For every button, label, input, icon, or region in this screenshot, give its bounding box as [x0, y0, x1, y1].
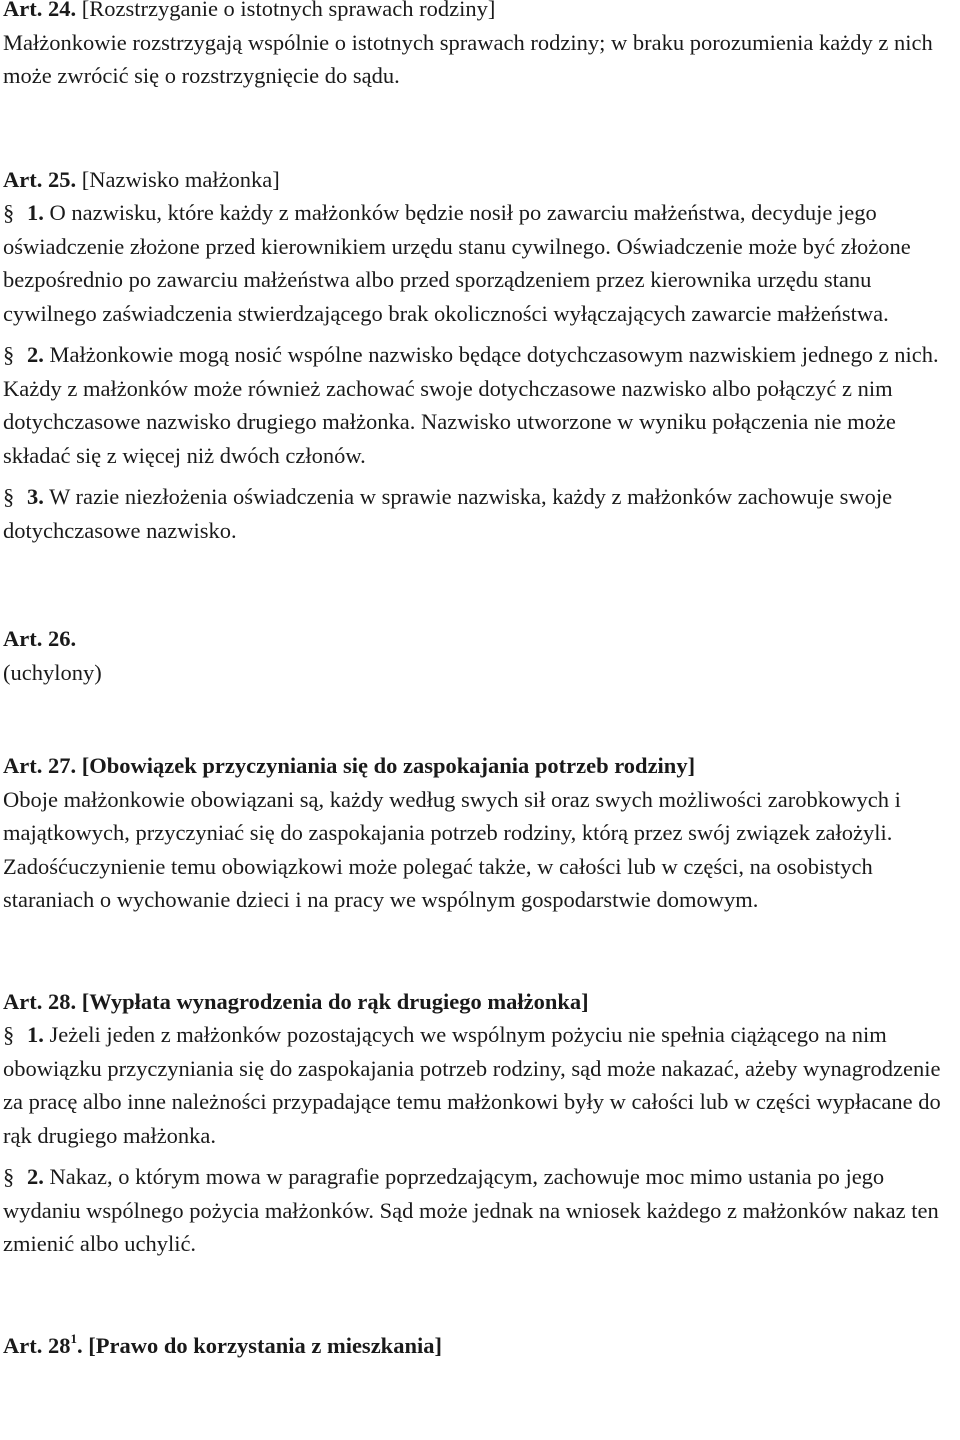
spacer [3, 1261, 953, 1329]
article-27-number: Art. 27. [3, 753, 77, 778]
document-page [3, 0, 953, 1362]
article-25-title: [Nazwisko małżonka] [81, 166, 280, 192]
article-28-heading [3, 985, 953, 1019]
article-27-heading [3, 749, 953, 783]
paragraph-text: Małżonkowie mogą nosić wspólne nazwisko będące dotychczasowym nazwiskiem jednego z nich. Każdy z małżonków może również zachować swoje dotychczasowe nazwisko albo połączyć z nim dotychczasowe nazwisko drugiego małżonka. Nazwisko utworzone w wyniku połączenia nie może składać się z więcej niż dwóch członów. [3, 342, 939, 468]
article-25-number: Art. 25. [3, 166, 77, 192]
section-symbol: § [3, 342, 15, 367]
article-24 [3, 0, 953, 93]
article-26 [3, 622, 953, 689]
article-28-1-number: Art. 28 [3, 1332, 71, 1358]
article-25-paragraph-2 [3, 338, 953, 472]
spacer [3, 472, 953, 480]
article-24-title: [Rozstrzyganie o istotnych sprawach rodziny] [81, 0, 496, 21]
article-28 [3, 985, 953, 1261]
article-28-paragraph-1 [3, 1018, 953, 1152]
spacer [3, 93, 953, 163]
paragraph-number: 2. [27, 342, 44, 367]
section-symbol: § [3, 200, 15, 225]
article-28-1-dot: . [76, 1332, 83, 1358]
article-28-1-title: [Prawo do korzystania z mieszkania] [88, 1332, 442, 1358]
paragraph-text: Nakaz, o którym mowa w paragrafie poprzedzającym, zachowuje moc mimo ustania po jego wydaniu wspólnego pożycia małżonków. Sąd może jednak na wniosek każdego z małżonków nakaz ten zmienić albo uchylić. [3, 1164, 939, 1256]
section-symbol: § [3, 1164, 15, 1189]
article-28-number: Art. 28. [3, 988, 77, 1014]
spacer [3, 689, 953, 749]
section-symbol: § [3, 1022, 15, 1047]
article-26-number: Art. 26. [3, 626, 77, 651]
article-27 [3, 749, 953, 917]
article-28-paragraph-2 [3, 1160, 953, 1261]
section-symbol: § [3, 484, 15, 509]
paragraph-number: 1. [27, 200, 44, 225]
paragraph-number: 3. [27, 484, 44, 509]
article-28-1 [3, 1329, 953, 1363]
article-25-paragraph-3 [3, 480, 953, 547]
article-25-paragraph-1 [3, 196, 953, 330]
article-26-heading [3, 622, 953, 656]
spacer [3, 1152, 953, 1160]
paragraph-text: W razie niezłożenia oświadczenia w sprawie nazwiska, każdy z małżonków zachowuje swoje dotychczasowe nazwisko. [3, 484, 893, 543]
article-24-number: Art. 24. [3, 0, 77, 21]
article-27-title: [Obowiązek przyczyniania się do zaspokajania potrzeb rodziny] [81, 753, 696, 778]
article-24-body: Małżonkowie rozstrzygają wspólnie o istotnych sprawach rodziny; w braku porozumienia każdy z nich może zwrócić się o rozstrzygnięcie do sądu. [3, 29, 933, 88]
article-28-1-heading [3, 1329, 953, 1363]
article-27-body: Oboje małżonkowie obowiązani są, każdy według swych sił oraz swych możliwości zarobkowych i majątkowych, przyczyniać się do zaspokajania potrzeb rodziny, którą przez swój związek założyli. Zadośćuczynienie temu obowiązkowi może polegać także, w całości lub w części, na osobistych staraniach o wychowanie dzieci i na pracy we wspólnym gospodarstwie domowym. [3, 786, 901, 912]
spacer [3, 330, 953, 338]
article-28-title: [Wypłata wynagrodzenia do rąk drugiego małżonka] [81, 988, 589, 1014]
article-25 [3, 163, 953, 548]
paragraph-number: 2. [27, 1164, 44, 1189]
article-25-heading [3, 163, 953, 197]
spacer [3, 917, 953, 985]
article-24-heading [3, 0, 953, 26]
article-26-body: (uchylony) [3, 659, 102, 685]
spacer [3, 547, 953, 622]
paragraph-text: O nazwisku, które każdy z małżonków będzie nosił po zawarciu małżeństwa, decyduje jego oświadczenie złożone przed kierownikiem urzędu stanu cywilnego. Oświadczenie może być złożone bezpośrednio po zawarciu małżeństwa albo przed sporządzeniem przez kierownika urzędu stanu cywilnego zaświadczenia stwierdzającego brak okoliczności wyłączających zawarcie małżeństwa. [3, 200, 911, 326]
paragraph-text: Jeżeli jeden z małżonków pozostających we wspólnym pożyciu nie spełnia ciążącego na nim obowiązku przyczyniania się do zaspokajania potrzeb rodziny, sąd może nakazać, ażeby wynagrodzenie za pracę albo inne należności przypadające temu małżonkowi były w całości lub w części wypłacane do rąk drugiego małżonka. [3, 1022, 941, 1148]
paragraph-number: 1. [27, 1022, 44, 1047]
article-28-1-superscript: 1 [70, 1331, 77, 1346]
